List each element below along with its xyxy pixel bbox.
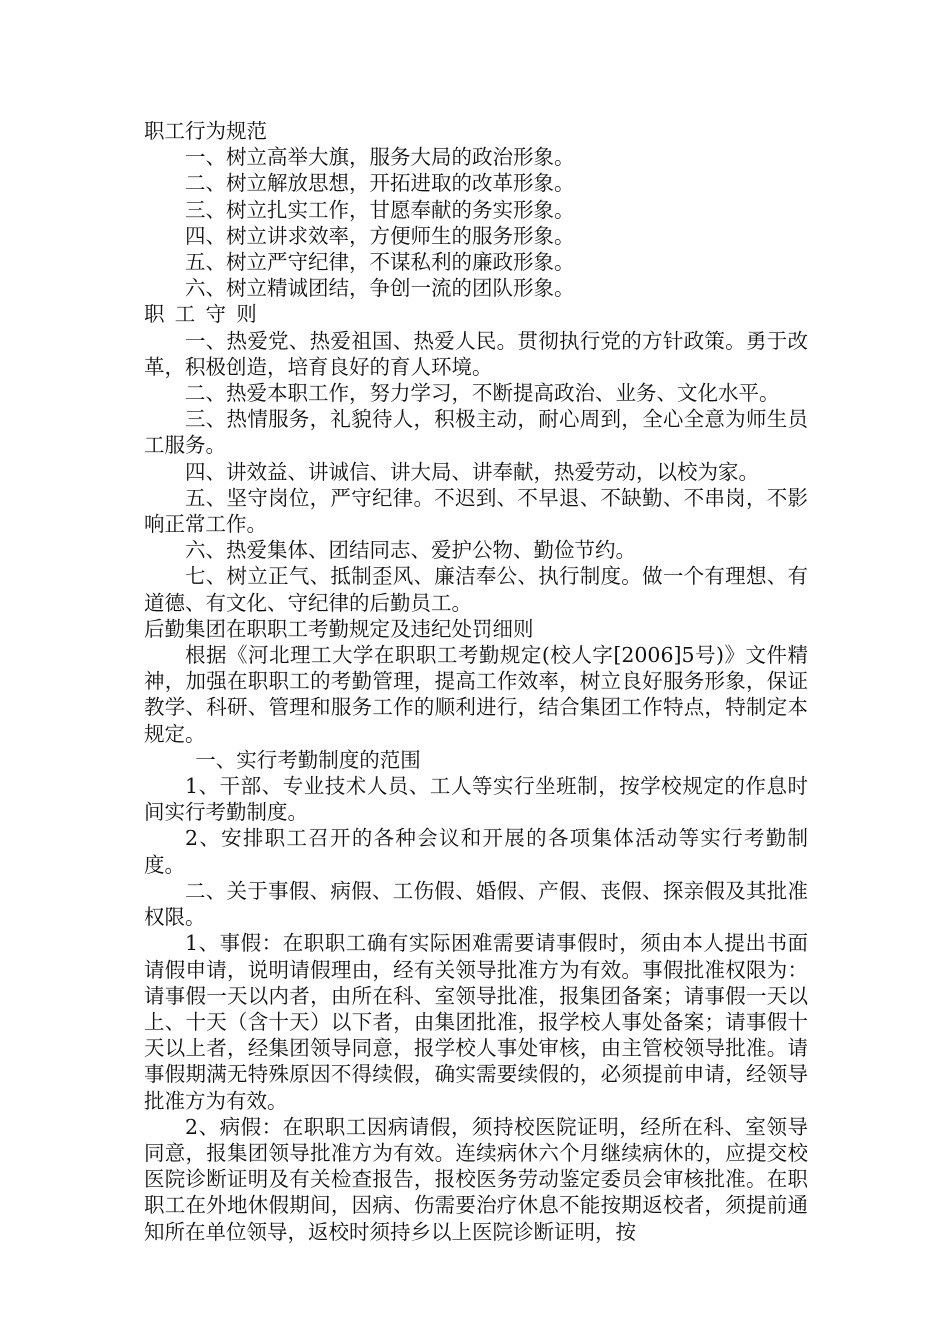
rules-item-4: 四、讲效益、讲诚信、讲大局、讲奉献，热爱劳动，以校为家。 [185, 459, 759, 484]
rules-item-1: 一、热爱党、热爱祖国、热爱人民。贯彻执行党的方针政策。勇于改革，积极创造，培育良好的育人环境。 [144, 328, 808, 379]
conduct-item-5: 五、树立严守纪律，不谋私利的廉政形象。 [185, 250, 575, 275]
attendance-part2-item-1: 1、事假：在职职工确有实际困难需要请事假时，须由本人提出书面请假申请，说明请假理由，经有关领导批准方为有效。事假批准权限为：请事假一天以内者，由所在科、室领导批准，报集团备案；请事假一天以上、十天（含十天）以下者，由集团批准，报学校人事处备案；请事假十天以上者，经集团领导同意，报学校人事处审核，由主管校领导批准。请事假期满无特殊原因不得续假，确实需要续假的，必须提前申请，经领导批准方为有效。 [144, 931, 808, 1113]
attendance-part1-item-1: 1、干部、专业技术人员、工人等实行坐班制，按学校规定的作息时间实行考勤制度。 [144, 774, 808, 825]
attendance-part2-title: 二、关于事假、病假、工伤假、婚假、产假、丧假、探亲假及其批准权限。 [144, 878, 808, 930]
attendance-part1-title: 一、实行考勤制度的范围 [195, 747, 421, 772]
attendance-part1-item-2: 2、安排职工召开的各种会议和开展的各项集体活动等实行考勤制度。 [144, 826, 808, 877]
conduct-item-1: 一、树立高举大旗，服务大局的政治形象。 [185, 145, 575, 170]
section-title-attendance: 后勤集团在职职工考勤规定及违纪处罚细则 [144, 616, 534, 641]
rules-item-3: 三、热情服务，礼貌待人，积极主动，耐心周到，全心全意为师生员工服务。 [144, 407, 808, 458]
section-title-conduct: 职工行为规范 [144, 119, 267, 143]
conduct-item-4: 四、树立讲求效率，方便师生的服务形象。 [185, 223, 575, 248]
conduct-item-2: 二、树立解放思想，开拓进取的改革形象。 [185, 171, 575, 196]
attendance-part2-item-2: 2、病假：在职职工因病请假，须持校医院证明，经所在科、室领导同意，报集团领导批准方为有效。连续病休六个月继续病休的，应提交校医院诊断证明及有关检查报告，报校医务劳动鉴定委员会审核批准。在职职工在外地休假期间，因病、伤需要治疗休息不能按期返校者，须提前通知所在单位领导，返校时须持乡以上医院诊断证明，按 [144, 1114, 808, 1244]
conduct-item-3: 三、树立扎实工作，甘愿奉献的务实形象。 [185, 197, 575, 222]
rules-item-7: 七、树立正气、抵制歪风、廉洁奉公、执行制度。做一个有理想、有道德、有文化、守纪律的后勤员工。 [144, 564, 808, 615]
conduct-item-6: 六、树立精诚团结，争创一流的团队形象。 [185, 276, 575, 301]
attendance-intro: 根据《河北理工大学在职职工考勤规定(校人字[2006]5号)》文件精神，加强在职职工的考勤管理，提高工作效率，树立良好服务形象，保证教学、科研、管理和服务工作的顺利进行，结合集团工作特点，特制定本规定。 [144, 643, 808, 746]
document-page [144, 118, 808, 1245]
rules-item-6: 六、热爱集体、团结同志、爱护公物、勤俭节约。 [185, 538, 636, 563]
rules-item-5: 五、坚守岗位，严守纪律。不迟到、不早退、不缺勤、不串岗，不影响正常工作。 [144, 485, 808, 537]
section-title-rules: 职工守则 [144, 302, 267, 327]
rules-item-2: 二、热爱本职工作，努力学习，不断提高政治、业务、文化水平。 [185, 381, 780, 406]
